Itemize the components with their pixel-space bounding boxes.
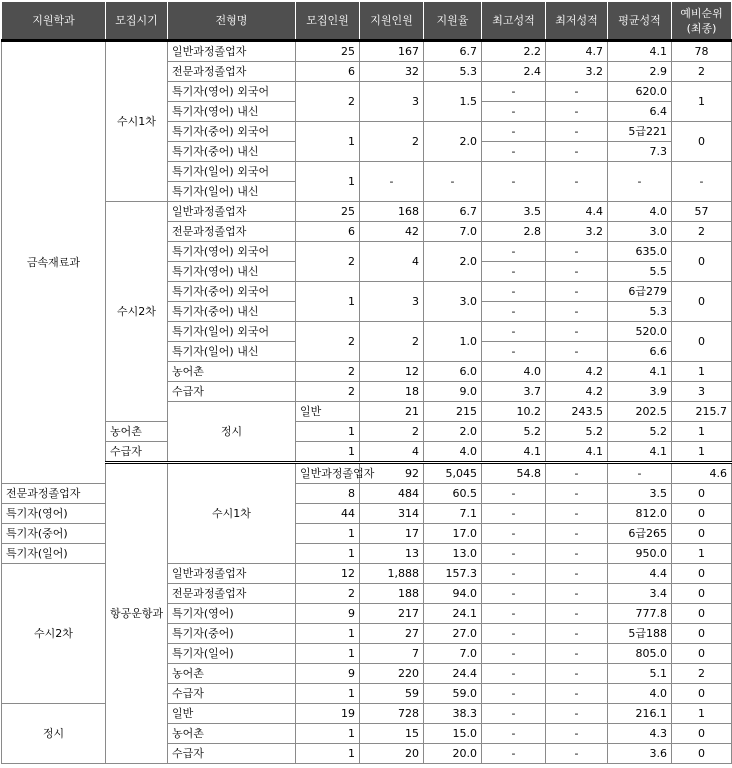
header-row: [2, 2, 732, 41]
quota-cell: 6: [296, 222, 360, 242]
worst-cell: -: [546, 664, 608, 684]
quota-cell: 25: [296, 41, 360, 62]
worst-cell: -: [546, 302, 608, 322]
waitlist-cell: 0: [672, 624, 732, 644]
ratio-cell: 1.5: [424, 82, 482, 122]
best-cell: -: [482, 604, 546, 624]
avg-cell: 7.3: [608, 142, 672, 162]
waitlist-cell: 2: [672, 664, 732, 684]
applicants-cell: 217: [360, 604, 424, 624]
avg-cell: -: [608, 162, 672, 202]
quota-cell: 1: [296, 544, 360, 564]
best-cell: -: [482, 142, 546, 162]
avg-cell: 5.2: [608, 422, 672, 442]
type-cell: 특기자(영어): [168, 604, 296, 624]
quota-cell: 1: [296, 684, 360, 704]
ratio-cell: 4.0: [424, 442, 482, 463]
quota-cell: 2: [296, 82, 360, 122]
avg-cell: 4.0: [608, 684, 672, 704]
avg-cell: 3.4: [608, 584, 672, 604]
waitlist-cell: 3: [672, 382, 732, 402]
waitlist-cell: 0: [672, 564, 732, 584]
ratio-cell: 6.7: [424, 41, 482, 62]
best-cell: -: [482, 162, 546, 202]
waitlist-cell: 0: [672, 282, 732, 322]
worst-cell: 4.2: [546, 362, 608, 382]
applicants-cell: 215: [424, 402, 482, 422]
waitlist-cell: 0: [672, 524, 732, 544]
applicants-cell: 2: [360, 122, 424, 162]
worst-cell: 3.2: [546, 222, 608, 242]
avg-cell: 635.0: [608, 242, 672, 262]
quota-cell: 1: [296, 162, 360, 202]
quota-cell: 9: [296, 604, 360, 624]
admissions-table: [1, 1, 732, 764]
ratio-cell: 6.7: [424, 202, 482, 222]
avg-cell: 4.1: [608, 41, 672, 62]
type-cell: 일반과정졸업자: [168, 202, 296, 222]
waitlist-cell: 1: [672, 704, 732, 724]
type-cell: 수급자: [168, 744, 296, 764]
worst-cell: 4.7: [546, 41, 608, 62]
ratio-cell: 13.0: [424, 544, 482, 564]
header-applicants: 지원인원: [360, 2, 424, 41]
ratio-cell: 24.1: [424, 604, 482, 624]
best-cell: 5.2: [482, 422, 546, 442]
best-cell: -: [482, 504, 546, 524]
type-cell: 수급자: [106, 442, 168, 463]
header-best: 최고성적: [482, 2, 546, 41]
best-cell: -: [482, 302, 546, 322]
table-row: [2, 442, 732, 463]
best-cell: -: [482, 242, 546, 262]
quota-cell: 8: [296, 484, 360, 504]
worst-cell: -: [546, 684, 608, 704]
avg-cell: 5급221: [608, 122, 672, 142]
avg-cell: 620.0: [608, 82, 672, 102]
applicants-cell: 220: [360, 664, 424, 684]
type-cell: 일반: [296, 402, 360, 422]
avg-cell: 3.0: [608, 222, 672, 242]
quota-cell: 25: [296, 202, 360, 222]
type-cell: 특기자(일어) 외국어: [168, 322, 296, 342]
applicants-cell: 3: [360, 282, 424, 322]
best-cell: -: [482, 82, 546, 102]
avg-cell: 950.0: [608, 544, 672, 564]
worst-cell: -: [546, 504, 608, 524]
avg-cell: 3.5: [608, 484, 672, 504]
avg-cell: 4.1: [608, 442, 672, 463]
avg-cell: 5.1: [608, 664, 672, 684]
quota-cell: 2: [296, 362, 360, 382]
type-cell: 특기자(중어): [168, 624, 296, 644]
best-cell: -: [482, 584, 546, 604]
ratio-cell: 38.3: [424, 704, 482, 724]
period-cell: 수시2차: [106, 202, 168, 422]
waitlist-cell: -: [672, 162, 732, 202]
period-cell: 수시1차: [168, 463, 296, 564]
avg-cell: 3.6: [608, 744, 672, 764]
header-quota: 모집인원: [296, 2, 360, 41]
best-cell: -: [482, 322, 546, 342]
worst-cell: 4.1: [546, 442, 608, 463]
avg-cell: 4.3: [608, 724, 672, 744]
best-cell: -: [482, 744, 546, 764]
table-row: [2, 41, 732, 62]
best-cell: 4.1: [482, 442, 546, 463]
applicants-cell: 314: [360, 504, 424, 524]
ratio-cell: 2.0: [424, 122, 482, 162]
avg-cell: 6.6: [608, 342, 672, 362]
waitlist-cell: 0: [672, 584, 732, 604]
quota-cell: 2: [296, 382, 360, 402]
worst-cell: -: [546, 644, 608, 664]
best-cell: -: [482, 644, 546, 664]
ratio-cell: -: [424, 162, 482, 202]
ratio-cell: 20.0: [424, 744, 482, 764]
best-cell: 243.5: [546, 402, 608, 422]
ratio-cell: 60.5: [424, 484, 482, 504]
best-cell: -: [482, 262, 546, 282]
best-cell: -: [482, 564, 546, 584]
worst-cell: -: [546, 342, 608, 362]
applicants-cell: 5,045: [424, 463, 482, 484]
waitlist-cell: 1: [672, 422, 732, 442]
worst-cell: 202.5: [608, 402, 672, 422]
avg-cell: 5.5: [608, 262, 672, 282]
waitlist-cell: 1: [672, 442, 732, 463]
ratio-cell: 59.0: [424, 684, 482, 704]
best-cell: -: [482, 342, 546, 362]
quota-cell: 1: [296, 624, 360, 644]
applicants-cell: 4: [360, 442, 424, 463]
avg-cell: 4.6: [672, 463, 732, 484]
worst-cell: -: [546, 604, 608, 624]
ratio-cell: 2.0: [424, 242, 482, 282]
type-cell: 특기자(일어): [168, 644, 296, 664]
worst-cell: -: [546, 262, 608, 282]
waitlist-cell: 1: [672, 544, 732, 564]
ratio-cell: 27.0: [424, 624, 482, 644]
worst-cell: -: [546, 724, 608, 744]
waitlist-cell: 0: [672, 484, 732, 504]
applicants-cell: 2: [360, 322, 424, 362]
quota-cell: 2: [296, 242, 360, 282]
applicants-cell: 188: [360, 584, 424, 604]
avg-cell: 805.0: [608, 644, 672, 664]
type-cell: 수급자: [168, 382, 296, 402]
avg-cell: 520.0: [608, 322, 672, 342]
type-cell: 농어촌: [168, 664, 296, 684]
avg-cell: 2.9: [608, 62, 672, 82]
type-cell: 일반과정졸업자: [168, 41, 296, 62]
quota-cell: 92: [360, 463, 424, 484]
worst-cell: 5.2: [546, 422, 608, 442]
applicants-cell: 167: [360, 41, 424, 62]
best-cell: -: [482, 102, 546, 122]
best-cell: -: [482, 484, 546, 504]
avg-cell: 3.9: [608, 382, 672, 402]
worst-cell: -: [546, 544, 608, 564]
worst-cell: -: [546, 624, 608, 644]
best-cell: -: [482, 704, 546, 724]
worst-cell: -: [608, 463, 672, 484]
period-cell: 수시1차: [106, 41, 168, 202]
type-cell: 농어촌: [106, 422, 168, 442]
worst-cell: -: [546, 584, 608, 604]
quota-cell: 12: [296, 564, 360, 584]
worst-cell: -: [546, 704, 608, 724]
applicants-cell: -: [360, 162, 424, 202]
applicants-cell: 32: [360, 62, 424, 82]
waitlist-cell: 2: [672, 62, 732, 82]
applicants-cell: 12: [360, 362, 424, 382]
period-cell: 수시2차: [2, 564, 106, 704]
worst-cell: -: [546, 102, 608, 122]
ratio-cell: 15.0: [424, 724, 482, 744]
type-cell: 전문과정졸업자: [168, 62, 296, 82]
worst-cell: -: [546, 242, 608, 262]
type-cell: 수급자: [168, 684, 296, 704]
header-dept: 지원학과: [2, 2, 106, 41]
quota-cell: 1: [296, 422, 360, 442]
applicants-cell: 1,888: [360, 564, 424, 584]
waitlist-cell: 2: [672, 222, 732, 242]
quota-cell: 6: [296, 62, 360, 82]
avg-cell: 216.1: [608, 704, 672, 724]
ratio-cell: 3.0: [424, 282, 482, 322]
best-cell: -: [546, 463, 608, 484]
best-cell: -: [482, 544, 546, 564]
ratio-cell: 7.0: [424, 644, 482, 664]
quota-cell: 1: [296, 122, 360, 162]
dept-cell: 항공운항과: [106, 463, 168, 764]
applicants-cell: 17: [360, 524, 424, 544]
quota-cell: 1: [296, 524, 360, 544]
applicants-cell: 27: [360, 624, 424, 644]
worst-cell: -: [546, 162, 608, 202]
type-cell: 특기자(일어) 내신: [168, 182, 296, 202]
type-cell: 특기자(영어) 내신: [168, 102, 296, 122]
best-cell: 2.2: [482, 41, 546, 62]
quota-cell: 1: [296, 744, 360, 764]
type-cell: 특기자(중어): [2, 524, 106, 544]
best-cell: 3.5: [482, 202, 546, 222]
ratio-cell: 2.0: [424, 422, 482, 442]
waitlist-cell: 0: [672, 604, 732, 624]
ratio-cell: 10.2: [482, 402, 546, 422]
quota-cell: 2: [296, 584, 360, 604]
applicants-cell: 4: [360, 242, 424, 282]
type-cell: 특기자(영어) 외국어: [168, 82, 296, 102]
period-cell: 정시: [2, 704, 106, 764]
period-cell: 정시: [168, 402, 296, 463]
best-cell: 3.7: [482, 382, 546, 402]
type-cell: 전문과정졸업자: [2, 484, 106, 504]
waitlist-cell: 0: [672, 684, 732, 704]
worst-cell: -: [546, 564, 608, 584]
quota-cell: 2: [296, 322, 360, 362]
ratio-cell: 7.1: [424, 504, 482, 524]
ratio-cell: 54.8: [482, 463, 546, 484]
ratio-cell: 157.3: [424, 564, 482, 584]
worst-cell: -: [546, 744, 608, 764]
type-cell: 특기자(중어) 외국어: [168, 282, 296, 302]
applicants-cell: 168: [360, 202, 424, 222]
worst-cell: -: [546, 282, 608, 302]
type-cell: 특기자(영어) 내신: [168, 262, 296, 282]
applicants-cell: 3: [360, 82, 424, 122]
best-cell: -: [482, 282, 546, 302]
waitlist-cell: 0: [672, 644, 732, 664]
quota-cell: 1: [296, 644, 360, 664]
type-cell: 특기자(일어): [2, 544, 106, 564]
header-worst: 최저성적: [546, 2, 608, 41]
quota-cell: 19: [296, 704, 360, 724]
quota-cell: 44: [296, 504, 360, 524]
best-cell: 2.4: [482, 62, 546, 82]
worst-cell: 3.2: [546, 62, 608, 82]
worst-cell: -: [546, 524, 608, 544]
ratio-cell: 7.0: [424, 222, 482, 242]
table-row: [2, 422, 732, 442]
header-type: 전형명: [168, 2, 296, 41]
ratio-cell: 94.0: [424, 584, 482, 604]
applicants-cell: 7: [360, 644, 424, 664]
applicants-cell: 13: [360, 544, 424, 564]
applicants-cell: 42: [360, 222, 424, 242]
ratio-cell: 17.0: [424, 524, 482, 544]
table-row: [2, 463, 732, 484]
type-cell: 일반: [168, 704, 296, 724]
avg-cell: 4.4: [608, 564, 672, 584]
worst-cell: 4.4: [546, 202, 608, 222]
quota-cell: 1: [296, 282, 360, 322]
header-waitlist: 예비순위 (최종): [672, 2, 732, 41]
avg-cell: 5급188: [608, 624, 672, 644]
type-cell: 특기자(일어) 외국어: [168, 162, 296, 182]
waitlist-cell: 0: [672, 122, 732, 162]
dept-cell: 금속재료과: [2, 41, 106, 484]
worst-cell: -: [546, 122, 608, 142]
type-cell: 특기자(중어) 외국어: [168, 122, 296, 142]
applicants-cell: 728: [360, 704, 424, 724]
type-cell: 특기자(영어): [2, 504, 106, 524]
header-period: 모집시기: [106, 2, 168, 41]
best-cell: -: [482, 724, 546, 744]
avg-cell: 812.0: [608, 504, 672, 524]
waitlist-cell: 0: [672, 724, 732, 744]
best-cell: -: [482, 684, 546, 704]
avg-cell: 5.3: [608, 302, 672, 322]
worst-cell: -: [546, 322, 608, 342]
header-avg: 평균성적: [608, 2, 672, 41]
applicants-cell: 15: [360, 724, 424, 744]
quota-cell: 1: [296, 442, 360, 463]
ratio-cell: 6.0: [424, 362, 482, 382]
best-cell: 4.0: [482, 362, 546, 382]
waitlist-cell: 1: [672, 362, 732, 382]
best-cell: -: [482, 624, 546, 644]
type-cell: 농어촌: [168, 724, 296, 744]
quota-cell: 21: [360, 402, 424, 422]
ratio-cell: 5.3: [424, 62, 482, 82]
ratio-cell: 1.0: [424, 322, 482, 362]
avg-cell: 4.1: [608, 362, 672, 382]
type-cell: 전문과정졸업자: [168, 222, 296, 242]
type-cell: 특기자(일어) 내신: [168, 342, 296, 362]
avg-cell: 6급265: [608, 524, 672, 544]
type-cell: 농어촌: [168, 362, 296, 382]
applicants-cell: 18: [360, 382, 424, 402]
type-cell: 특기자(영어) 외국어: [168, 242, 296, 262]
type-cell: 일반과정졸업자: [296, 463, 360, 484]
worst-cell: -: [546, 484, 608, 504]
waitlist-cell: 0: [672, 504, 732, 524]
applicants-cell: 484: [360, 484, 424, 504]
ratio-cell: 9.0: [424, 382, 482, 402]
table-row: [2, 202, 732, 222]
applicants-cell: 20: [360, 744, 424, 764]
avg-cell: 777.8: [608, 604, 672, 624]
worst-cell: -: [546, 82, 608, 102]
quota-cell: 9: [296, 664, 360, 684]
type-cell: 전문과정졸업자: [168, 584, 296, 604]
best-cell: -: [482, 524, 546, 544]
waitlist-cell: 0: [672, 744, 732, 764]
best-cell: 2.8: [482, 222, 546, 242]
waitlist-cell: 1: [672, 82, 732, 122]
avg-cell: 215.7: [672, 402, 732, 422]
type-cell: 특기자(중어) 내신: [168, 142, 296, 162]
quota-cell: 1: [296, 724, 360, 744]
best-cell: -: [482, 122, 546, 142]
ratio-cell: 24.4: [424, 664, 482, 684]
type-cell: 일반과정졸업자: [168, 564, 296, 584]
applicants-cell: 59: [360, 684, 424, 704]
waitlist-cell: 0: [672, 242, 732, 282]
avg-cell: 6급279: [608, 282, 672, 302]
worst-cell: -: [546, 142, 608, 162]
type-cell: 특기자(중어) 내신: [168, 302, 296, 322]
applicants-cell: 2: [360, 422, 424, 442]
waitlist-cell: 78: [672, 41, 732, 62]
waitlist-cell: 57: [672, 202, 732, 222]
best-cell: -: [482, 664, 546, 684]
header-ratio: 지원율: [424, 2, 482, 41]
avg-cell: 4.0: [608, 202, 672, 222]
avg-cell: 6.4: [608, 102, 672, 122]
waitlist-cell: 0: [672, 322, 732, 362]
worst-cell: 4.2: [546, 382, 608, 402]
